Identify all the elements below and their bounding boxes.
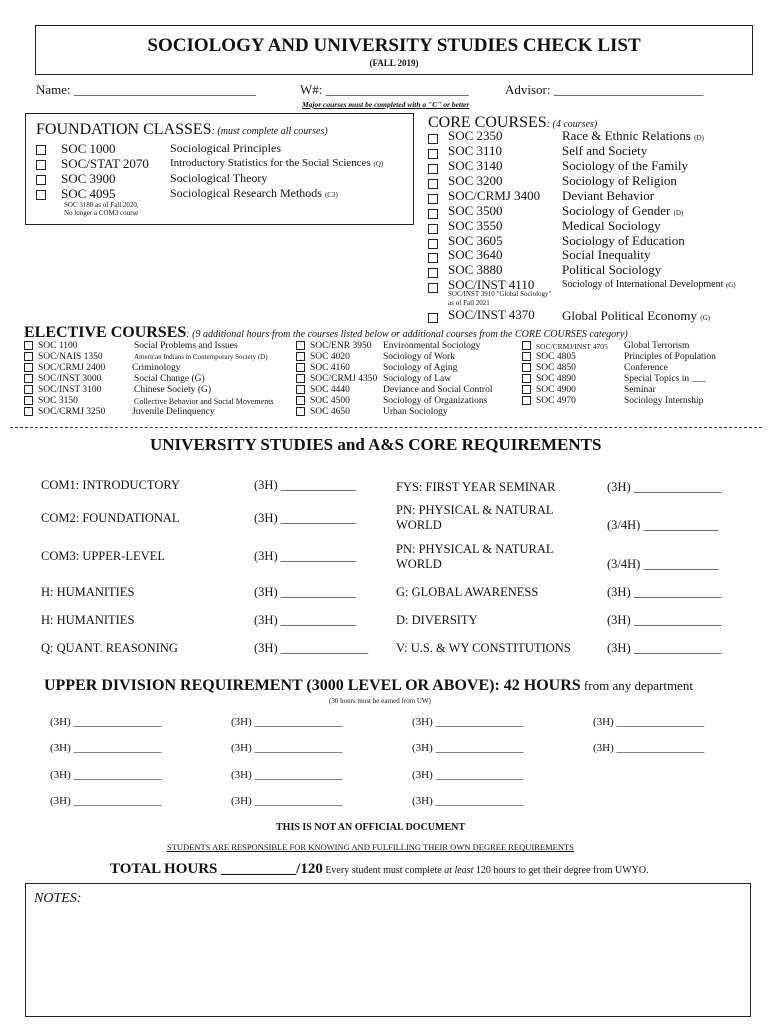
course-code: SOC 4805 [536, 352, 576, 362]
us-heading: UNIVERSITY STUDIES and A&S CORE REQUIREMENTS [150, 435, 602, 454]
course-tag: (Q) [373, 160, 384, 168]
upper-heading [44, 677, 693, 695]
course-code: SOC 2350 [448, 128, 503, 143]
course-tag: (C3) [324, 191, 338, 199]
course-code: SOC 4500 [310, 396, 350, 406]
course-name [170, 186, 338, 201]
course-name: Criminology [132, 363, 181, 373]
upper-blank[interactable]: (3H) ________________ [50, 769, 162, 781]
checkbox[interactable] [296, 341, 305, 350]
us-label: COM2: FOUNDATIONAL [41, 511, 180, 525]
course-name: Social Inequality [562, 247, 651, 262]
upper-title: UPPER DIVISION REQUIREMENT (3000 LEVEL OR ABOVE): 42 HOURS [44, 677, 581, 694]
checkbox[interactable] [428, 313, 438, 323]
elective-row [296, 407, 448, 419]
us-hours-field[interactable]: (3H) ____________ [254, 549, 356, 563]
checkbox[interactable] [296, 352, 305, 361]
course-name: Global Terrorism [624, 341, 690, 351]
course-code: SOC 4020 [310, 352, 350, 362]
total-note-c: 120 hours to get their degree from UWYO. [473, 865, 649, 876]
checkbox[interactable] [522, 352, 531, 361]
course-name: Juvenile Delinquency [132, 407, 215, 417]
course-name: Deviant Behavior [562, 188, 655, 203]
checkbox[interactable] [522, 363, 531, 372]
elective-row [24, 407, 215, 419]
course-name [170, 157, 383, 169]
wnum-field[interactable]: W#: ______________________ [300, 82, 469, 97]
checkbox[interactable] [24, 374, 33, 383]
course-code: SOC/STAT 2070 [61, 156, 149, 171]
course-code: SOC/INST 3000 [38, 374, 102, 384]
upper-blank[interactable]: (3H) ________________ [412, 742, 524, 754]
course-name: Urban Sociology [383, 407, 448, 417]
course-name: Sociology of the Family [562, 158, 689, 173]
course-tag: (D) [694, 134, 704, 142]
us-hours-field[interactable]: (3H) ______________ [607, 641, 722, 655]
course-code: SOC 4095 [61, 186, 116, 201]
checkbox[interactable] [522, 341, 531, 350]
course-name-text: Sociological Research Methods [170, 186, 322, 200]
course-code: SOC 3900 [61, 171, 116, 186]
course-name [562, 203, 683, 219]
checkbox[interactable] [428, 239, 438, 249]
checkbox[interactable] [296, 396, 305, 405]
foundation-title: FOUNDATION CLASSES [36, 121, 212, 138]
course-code: SOC 3110 [448, 143, 503, 158]
checkbox[interactable] [36, 145, 46, 155]
foundation-row [36, 186, 338, 204]
course-code: SOC 3150 [38, 396, 78, 406]
us-label-2: WORLD [396, 557, 442, 571]
advisor-field[interactable]: Advisor: _______________________ [505, 82, 704, 97]
course-code: SOC 3605 [448, 233, 503, 248]
course-tag: (D) [673, 209, 684, 217]
course-name [562, 128, 704, 144]
core-title: CORE COURSES [428, 114, 547, 131]
us-hours-field[interactable]: (3H) ____________ [254, 478, 356, 492]
foundation-note-2: No longer a COM3 course [64, 209, 139, 217]
course-name: Social Problems and Issues [134, 341, 238, 351]
upper-blank[interactable]: (3H) ________________ [412, 795, 524, 807]
upper-blank[interactable]: (3H) ________________ [593, 742, 705, 754]
course-code: SOC 3500 [448, 203, 503, 218]
course-name: Medical Sociology [562, 218, 661, 233]
us-hours-field[interactable]: (3H) ______________ [607, 585, 722, 599]
total-hours-field[interactable]: TOTAL HOURS __________/120 [110, 861, 323, 877]
checkbox[interactable] [24, 352, 33, 361]
us-hours-field[interactable]: (3H) ____________ [254, 511, 356, 525]
us-label: G: GLOBAL AWARENESS [396, 585, 539, 599]
us-label: H: HUMANITIES [41, 613, 135, 627]
checkbox[interactable] [296, 407, 305, 416]
course-name: Sociology of Religion [562, 173, 677, 188]
course-code: SOC/INST 3100 [38, 385, 102, 395]
course-name: Conference [624, 363, 668, 373]
checkbox[interactable] [24, 385, 33, 394]
course-name-text: Introductory Statistics for the Social Sciences [170, 157, 371, 169]
foundation-heading [36, 121, 328, 139]
course-name: Deviance and Social Control [383, 385, 493, 395]
course-name: Sociological Principles [170, 141, 281, 155]
us-hours-field[interactable]: (3H) ____________ [254, 613, 356, 627]
us-label: Q: QUANT. REASONING [41, 641, 178, 655]
us-hours-field[interactable]: (3/4H) ____________ [607, 518, 719, 532]
course-code: SOC/ENR 3950 [310, 341, 372, 351]
course-name: Sociology of Law [383, 374, 452, 384]
notes-label: NOTES: [34, 891, 82, 906]
elective-heading [24, 324, 628, 342]
checkbox[interactable] [296, 374, 305, 383]
course-code: SOC 4650 [310, 407, 350, 417]
checkbox[interactable] [428, 194, 438, 204]
course-name [562, 279, 736, 290]
course-code: SOC/NAIS 1350 [38, 352, 103, 362]
checkbox[interactable] [24, 341, 33, 350]
us-label: PN: PHYSICAL & NATURAL [396, 503, 554, 517]
checkbox[interactable] [428, 253, 438, 263]
course-code: SOC 4160 [310, 363, 350, 373]
course-name: Principles of Population [624, 352, 716, 362]
checkbox[interactable] [428, 224, 438, 234]
upper-blank[interactable]: (3H) ________________ [412, 716, 524, 728]
upper-sub: (30 hours must be earned from UW) [329, 697, 431, 705]
core-note: : (4 courses) [546, 119, 598, 130]
us-hours-field[interactable]: (3H) ____________ [254, 585, 356, 599]
course-code: SOC/CRMJ 3250 [38, 407, 106, 417]
course-code: SOC 3640 [448, 247, 503, 262]
foundation-note-1: SOC 3180 as of Fall 2020, [64, 201, 139, 209]
inst-note-2: as of Fall 2021 [448, 299, 490, 307]
checkbox[interactable] [428, 209, 438, 219]
elective-title: ELECTIVE COURSES [24, 324, 187, 341]
us-label: COM1: INTRODUCTORY [41, 478, 181, 492]
course-code: SOC/CRMJ 4350 [310, 374, 378, 384]
course-name: Social Change (G) [134, 374, 205, 384]
course-name-text: Global Political Economy [562, 308, 698, 323]
course-code: SOC/CRMJ 2400 [38, 363, 106, 373]
checkbox[interactable] [428, 164, 438, 174]
us-label: COM3: UPPER-LEVEL [41, 549, 165, 563]
section-divider [10, 427, 762, 428]
checkbox[interactable] [428, 268, 438, 278]
course-name-text: Race & Ethnic Relations [562, 128, 691, 143]
major-note: Major courses must be completed with a "C" or better [302, 100, 470, 109]
checkbox[interactable] [522, 374, 531, 383]
course-name: Sociology of Education [562, 233, 685, 248]
checkbox[interactable] [522, 385, 531, 394]
not-official-notice: THIS IS NOT AN OFFICIAL DOCUMENT [276, 822, 466, 833]
us-hours-field[interactable]: (3/4H) ____________ [607, 557, 719, 571]
checkbox[interactable] [296, 385, 305, 394]
course-code: SOC 4900 [536, 385, 576, 395]
total-note-a: Every student must complete [322, 865, 445, 876]
upper-tail: from any department [580, 678, 693, 693]
us-label: H: HUMANITIES [41, 585, 135, 599]
course-name-text: Sociology of Gender [562, 203, 671, 218]
elective-row [522, 396, 704, 408]
course-name: Sociology of Organizations [383, 396, 488, 406]
course-name: Sociology Internship [624, 396, 704, 406]
course-code: SOC 3140 [448, 158, 503, 173]
course-name: Sociological Theory [170, 171, 268, 185]
checkbox[interactable] [428, 149, 438, 159]
us-label: V: U.S. & WY CONSTITUTIONS [396, 641, 571, 655]
course-name: Self and Society [562, 143, 648, 158]
course-name: Chinese Society (G) [134, 385, 212, 395]
course-tag: (G) [725, 281, 736, 289]
checkbox[interactable] [522, 396, 531, 405]
upper-blank[interactable]: (3H) ________________ [231, 716, 343, 728]
course-name: Sociology of Aging [383, 363, 458, 373]
upper-blank[interactable]: (3H) ________________ [231, 795, 343, 807]
course-code: SOC 3200 [448, 173, 503, 188]
checkbox[interactable] [428, 283, 438, 293]
course-tag: (G) [700, 314, 711, 322]
page-title: SOCIOLOGY AND UNIVERSITY STUDIES CHECK LIST [147, 35, 641, 56]
course-name: Seminar [624, 385, 656, 395]
foundation-note: : (must complete all courses) [211, 126, 328, 137]
upper-blank[interactable]: (3H) ________________ [50, 742, 162, 754]
upper-blank[interactable]: (3H) ________________ [50, 716, 162, 728]
checkbox[interactable] [36, 190, 46, 200]
course-name: Environmental Sociology [383, 341, 481, 351]
us-label: D: DIVERSITY [396, 613, 478, 627]
upper-blank[interactable]: (3H) ________________ [412, 769, 524, 781]
term-label: (FALL 2019) [369, 58, 419, 68]
total-note-b: at least [444, 865, 474, 876]
checkbox[interactable] [24, 396, 33, 405]
course-name: Special Topics in ___ [624, 374, 706, 384]
inst-note-1: SOC/INST 3910 "Global Sociology" [448, 290, 552, 298]
course-code: SOC 4850 [536, 363, 576, 373]
course-name [562, 308, 710, 324]
us-hours-field[interactable]: (3H) ______________ [607, 480, 722, 494]
upper-blank[interactable]: (3H) ________________ [593, 716, 705, 728]
course-name: Collective Behavior and Social Movements [134, 397, 274, 406]
course-code: SOC/CRMJ 3400 [448, 188, 541, 203]
course-code: SOC 3550 [448, 218, 503, 233]
us-hours-field[interactable]: (3H) ______________ [607, 613, 722, 627]
us-label: FYS: FIRST YEAR SEMINAR [396, 480, 556, 494]
us-label: PN: PHYSICAL & NATURAL [396, 542, 554, 556]
course-code: SOC 4440 [310, 385, 350, 395]
upper-blank[interactable]: (3H) ________________ [231, 769, 343, 781]
course-code: SOC/INST 4110 [448, 277, 535, 292]
checkbox[interactable] [24, 407, 33, 416]
us-hours-field[interactable]: (3H) ______________ [254, 641, 369, 655]
us-label-2: WORLD [396, 518, 442, 532]
course-name-text: Sociology of International Development [562, 279, 724, 290]
course-name: Sociology of Work [383, 352, 455, 362]
course-code: SOC 1100 [38, 341, 78, 351]
upper-blank[interactable]: (3H) ________________ [231, 742, 343, 754]
checkbox[interactable] [36, 175, 46, 185]
course-code: SOC/CRMJ/INST 4705 [536, 342, 608, 351]
total-hours-line [110, 860, 649, 878]
checkbox[interactable] [24, 363, 33, 372]
checkbox[interactable] [36, 160, 46, 170]
elective-note: : (9 additional hours from the courses listed below or additional courses from the CORE COURSES category) [186, 329, 628, 340]
course-code: SOC 4970 [536, 396, 576, 406]
notes-box[interactable] [25, 883, 751, 1017]
name-field[interactable]: Name: ____________________________ [36, 82, 256, 97]
course-code: SOC/INST 4370 [448, 307, 535, 322]
course-name: American Indians in Contemporary Society (D) [134, 353, 268, 361]
course-name: Political Sociology [562, 262, 662, 277]
checkbox[interactable] [296, 363, 305, 372]
checkbox[interactable] [428, 134, 438, 144]
course-code: SOC 3880 [448, 262, 503, 277]
upper-blank[interactable]: (3H) ________________ [50, 795, 162, 807]
course-code: SOC 4890 [536, 374, 576, 384]
checkbox[interactable] [428, 179, 438, 189]
responsibility-notice: STUDENTS ARE RESPONSIBLE FOR KNOWING AND FULFILLING THEIR OWN DEGREE REQUIREMENTS [167, 842, 574, 852]
course-code: SOC 1000 [61, 141, 116, 156]
